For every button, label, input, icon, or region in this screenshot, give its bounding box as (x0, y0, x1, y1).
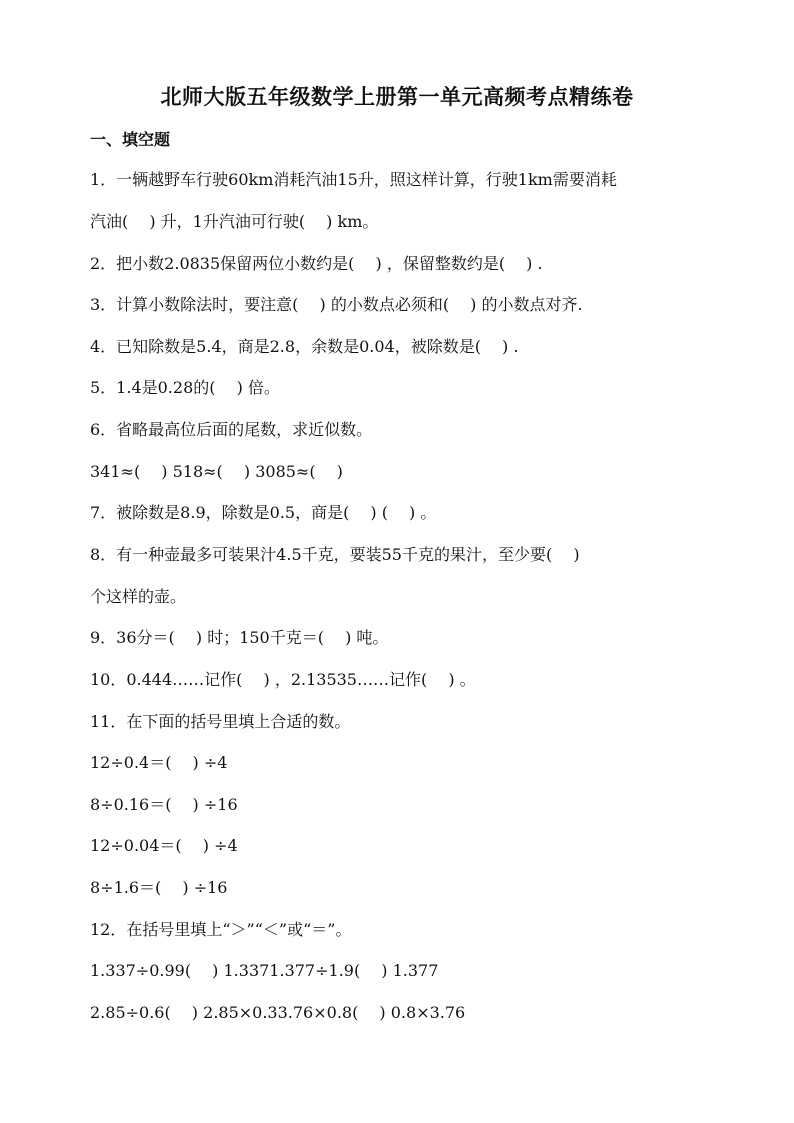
question-7: 7．被除数是8.9，除数是0.5，商是( ) ( ) 。 (90, 503, 437, 522)
question-6: 6．省略最高位后面的尾数，求近似数。 (90, 420, 373, 439)
question-4: 4．已知除数是5.4，商是2.8，余数是0.04，被除数是( ) . (90, 337, 519, 356)
question-12-item-1: 1.337÷0.99( ) 1.3371.377÷1.9( ) 1.377 (90, 961, 439, 980)
question-9: 9．36分＝( ) 时；150千克＝( ) 吨。 (90, 628, 389, 647)
question-12: 12．在括号里填上“＞”“＜”或“＝”。 (90, 920, 352, 939)
question-1-line-1: 1．一辆越野车行驶60km消耗汽油15升，照这样计算，行驶1km需要消耗 (90, 170, 617, 189)
question-11: 11．在下面的括号里填上合适的数。 (90, 712, 351, 731)
question-11-item-1: 12÷0.4＝( ) ÷4 (90, 753, 228, 772)
question-11-item-3: 12÷0.04＝( ) ÷4 (90, 836, 238, 855)
question-12-item-2: 2.85÷0.6( ) 2.85×0.33.76×0.8( ) 0.8×3.76 (90, 1003, 466, 1022)
question-6-items: 341≈( ) 518≈( ) 3085≈( ) (90, 462, 343, 481)
question-3: 3．计算小数除法时，要注意( ) 的小数点必须和( ) 的小数点对齐. (90, 295, 583, 314)
question-11-item-4: 8÷1.6＝( ) ÷16 (90, 878, 228, 897)
question-5: 5．1.4是0.28的( ) 倍。 (90, 378, 280, 397)
question-10: 10．0.444……记作( ) ，2.13535……记作( ) 。 (90, 670, 476, 689)
section-heading: 一、填空题 (90, 130, 171, 149)
page-title: 北师大版五年级数学上册第一单元高频考点精练卷 (160, 84, 634, 109)
question-8-line-2: 个这样的壶。 (90, 587, 187, 606)
question-1-line-2: 汽油( ) 升，1升汽油可行驶( ) km。 (90, 212, 379, 231)
question-2: 2．把小数2.0835保留两位小数约是( ) ，保留整数约是( ) . (90, 254, 543, 273)
question-11-item-2: 8÷0.16＝( ) ÷16 (90, 795, 238, 814)
question-8-line-1: 8．有一种壶最多可装果汁4.5千克，要装55千克的果汁，至少要( ) (90, 545, 580, 564)
